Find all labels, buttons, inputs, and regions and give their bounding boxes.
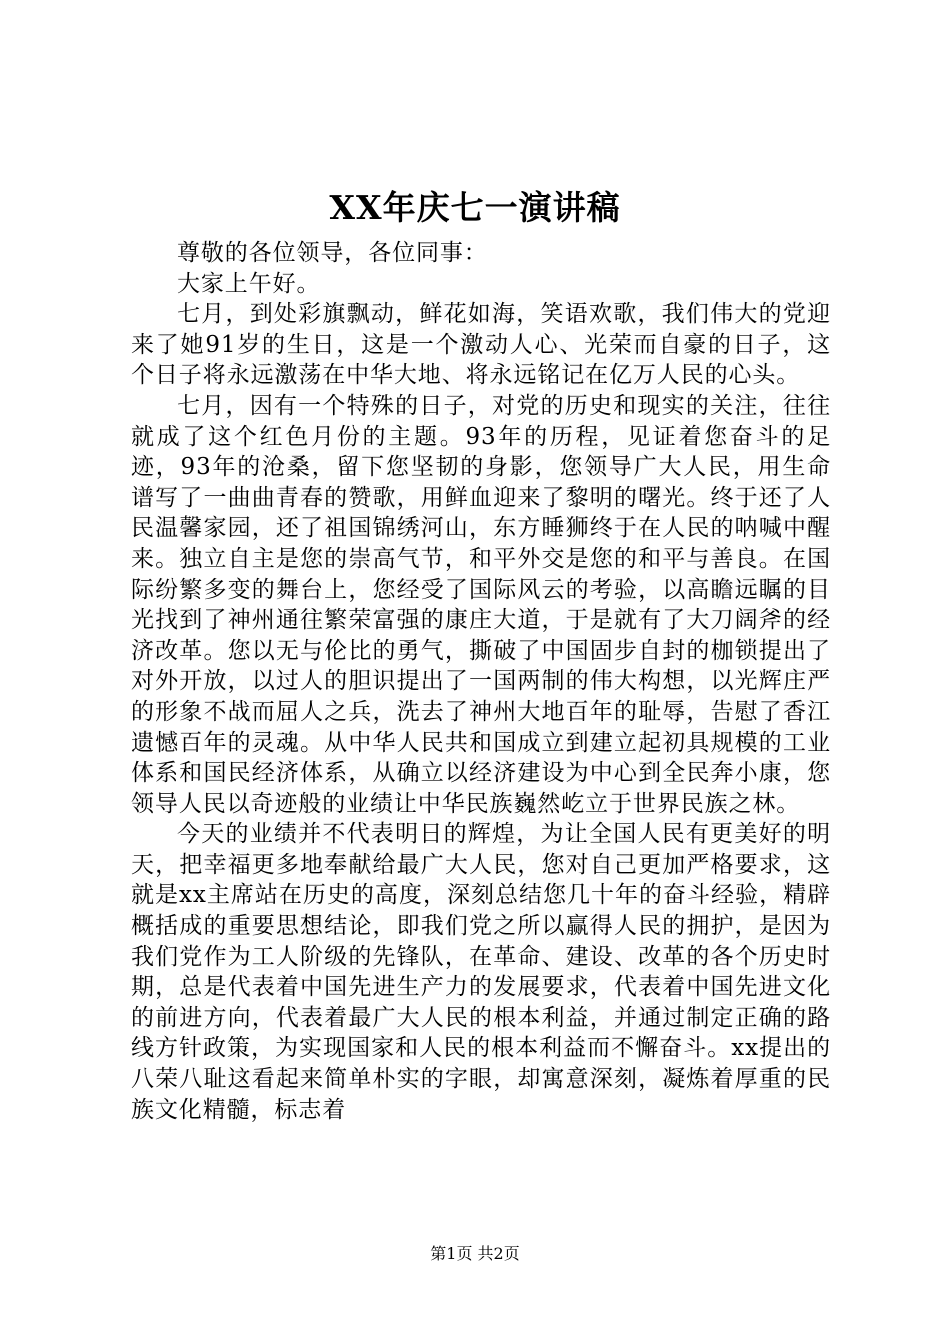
paragraph: 七月，到处彩旗飘动，鲜花如海，笑语欢歌，我们伟大的党迎来了她91岁的生日，这是一个激动人心、光荣而自豪的日子，这个日子将永远激荡在中华大地、将永远铭记在亿万人民的心头。 — [131, 301, 831, 389]
paragraph-greeting: 大家上午好。 — [177, 270, 321, 297]
page-number-footer: 第1页 共2页 — [430, 1244, 520, 1263]
paragraph-salutation: 尊敬的各位领导，各位同事： — [177, 240, 488, 266]
document-title: XX年庆七一演讲稿 — [329, 188, 621, 227]
paragraph: 今天的业绩并不代表明日的辉煌，为让全国人民有更美好的明天，把幸福更多地奉献给最广大人民，您对自己更加严格要求，这就是xx主席站在历史的高度，深刻总结您几十年的奋斗经验，精辟概括成的重要思想结论，即我们党之所以赢得人民的拥护，是因为我们党作为工人阶级的先锋队，在革命、建设、改革的各个历史时期，总是代表着中国先进生产力的发展要求，代表着中国先进文化的前进方向，代表着最广大人民的根本利益，并通过制定正确的路线方针政策，为实现国家和人民的根本利益而不懈奋斗。xx提出的八荣八耻这看起来简单朴实的字眼，却寓意深刻，凝炼着厚重的民族文化精髓，标志着 — [131, 821, 831, 1123]
document-body — [131, 238, 831, 1125]
paragraph: 七月，因有一个特殊的日子，对党的历史和现实的关注，往往就成了这个红色月份的主题。93年的历程，见证着您奋斗的足迹，93年的沧桑，留下您坚韧的身影，您领导广大人民，用生命谱写了一曲曲青春的赞歌，用鲜血迎来了黎明的曙光。终于还了人民温馨家园，还了祖国锦绣河山，东方睡狮终于在人民的呐喊中醒来。独立自主是您的崇高气节，和平外交是您的和平与善良。在国际纷繁多变的舞台上，您经受了国际风云的考验，以高瞻远瞩的目光找到了神州通往繁荣富强的康庄大道，于是就有了大刀阔斧的经济改革。您以无与伦比的勇气，撕破了中国固步自封的枷锁提出了对外开放，以过人的胆识提出了一国两制的伟大构想，以光辉庄严的形象不战而屈人之兵，洗去了神州大地百年的耻辱，告慰了香江遗憾百年的灵魂。从中华人民共和国成立到建立起初具规模的工业体系和国民经济体系，从确立以经济建设为中心到全民奔小康，您领导人民以奇迹般的业绩让中华民族巍然屹立于世界民族之林。 — [131, 392, 831, 817]
